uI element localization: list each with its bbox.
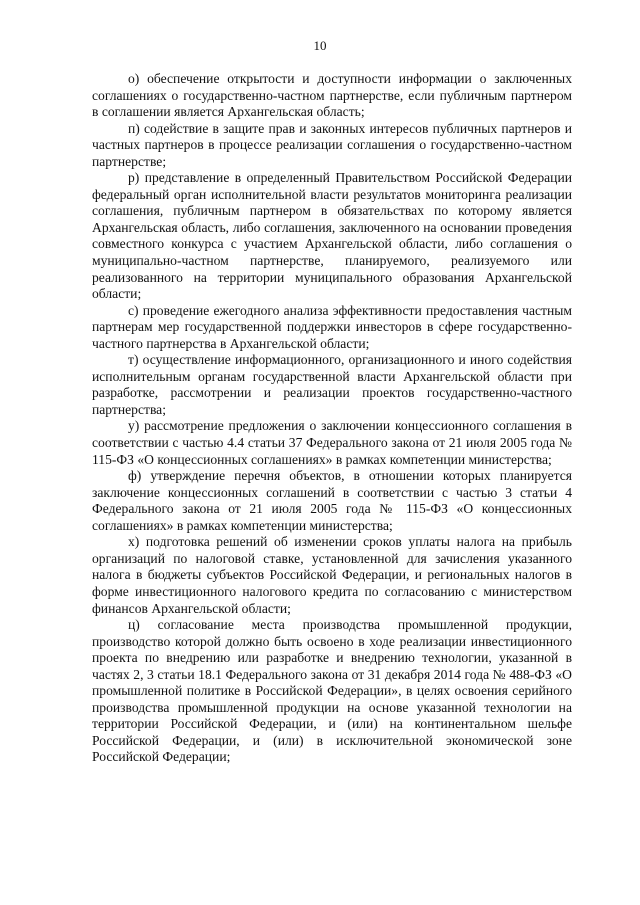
paragraph-s: с) проведение ежегодного анализа эффективности предоставления частным партнерам мер государственной поддержки инвесторов в сфере государственно-частного партнерства в Архангельской области; bbox=[92, 302, 572, 351]
paragraph-p: п) содействие в защите прав и законных интересов публичных партнеров и частных партнеров в процессе реализации соглашения о государственно-частном партнерстве; bbox=[92, 120, 572, 169]
page-number: 10 bbox=[313, 38, 327, 53]
paragraph-r: р) представление в определенный Правительством Российской Федерации федеральный орган исполнительной власти результатов мониторинга реализации соглашения, публичным партнером в обязательствах по которому является Архангельская область, либо соглашения, заключенного на основании проведения совместного конкурса с участием Архангельской области, либо соглашения о муниципально-частном партнерстве, планируемого, реализуемого или реализованного на территории муниципального образования Архангельской области; bbox=[92, 170, 572, 302]
paragraph-kh: х) подготовка решений об изменении сроков уплаты налога на прибыль организаций по налоговой ставке, установленной для зачисления указанного налога в бюджеты субъектов Российской Федерации, и региональных налогов в форме инвестиционного налогового кредита по согласованию с министерством финансов Архангельской области; bbox=[92, 534, 572, 616]
document-body bbox=[92, 71, 572, 766]
paragraph-o: о) обеспечение открытости и доступности информации о заключенных соглашениях о государственно-частном партнерстве, если публичным партнером в соглашении является Архангельская область; bbox=[92, 71, 572, 120]
paragraph-t: т) осуществление информационного, организационного и иного содействия исполнительным органам государственной власти Архангельской области при разработке, рассмотрении и реализации проектов государственно-частного партнерства; bbox=[92, 352, 572, 417]
paragraph-u: у) рассмотрение предложения о заключении концессионного соглашения в соответствии с частью 4.4 статьи 37 Федерального закона от 21 июля 2005 года № 115-ФЗ «О концессионных соглашениях» в рамках компетенции министерства; bbox=[92, 418, 572, 467]
paragraph-ts: ц) согласование места производства промышленной продукции, производство которой должно быть освоено в ходе реализации инвестиционного проекта по внедрению или разработке и внедрению технологии, указанной в частях 2, 3 статьи 18.1 Федерального закона от 31 декабря 2014 года № 488-ФЗ «О промышленной политике в Российской Федерации», в целях освоения серийного производства промышленной продукции на основе указанной технологии на территории Российской Федерации, и (или) на континентальном шельфе Российской Федерации, и (или) в исключительной экономической зоне Российской Федерации; bbox=[92, 617, 572, 765]
paragraph-f: ф) утверждение перечня объектов, в отношении которых планируется заключение концессионных соглашений в соответствии с частью 3 статьи 4 Федерального закона от 21 июля 2005 года № 115-ФЗ «О концессионных соглашениях» в рамках компетенции министерства; bbox=[92, 468, 572, 533]
